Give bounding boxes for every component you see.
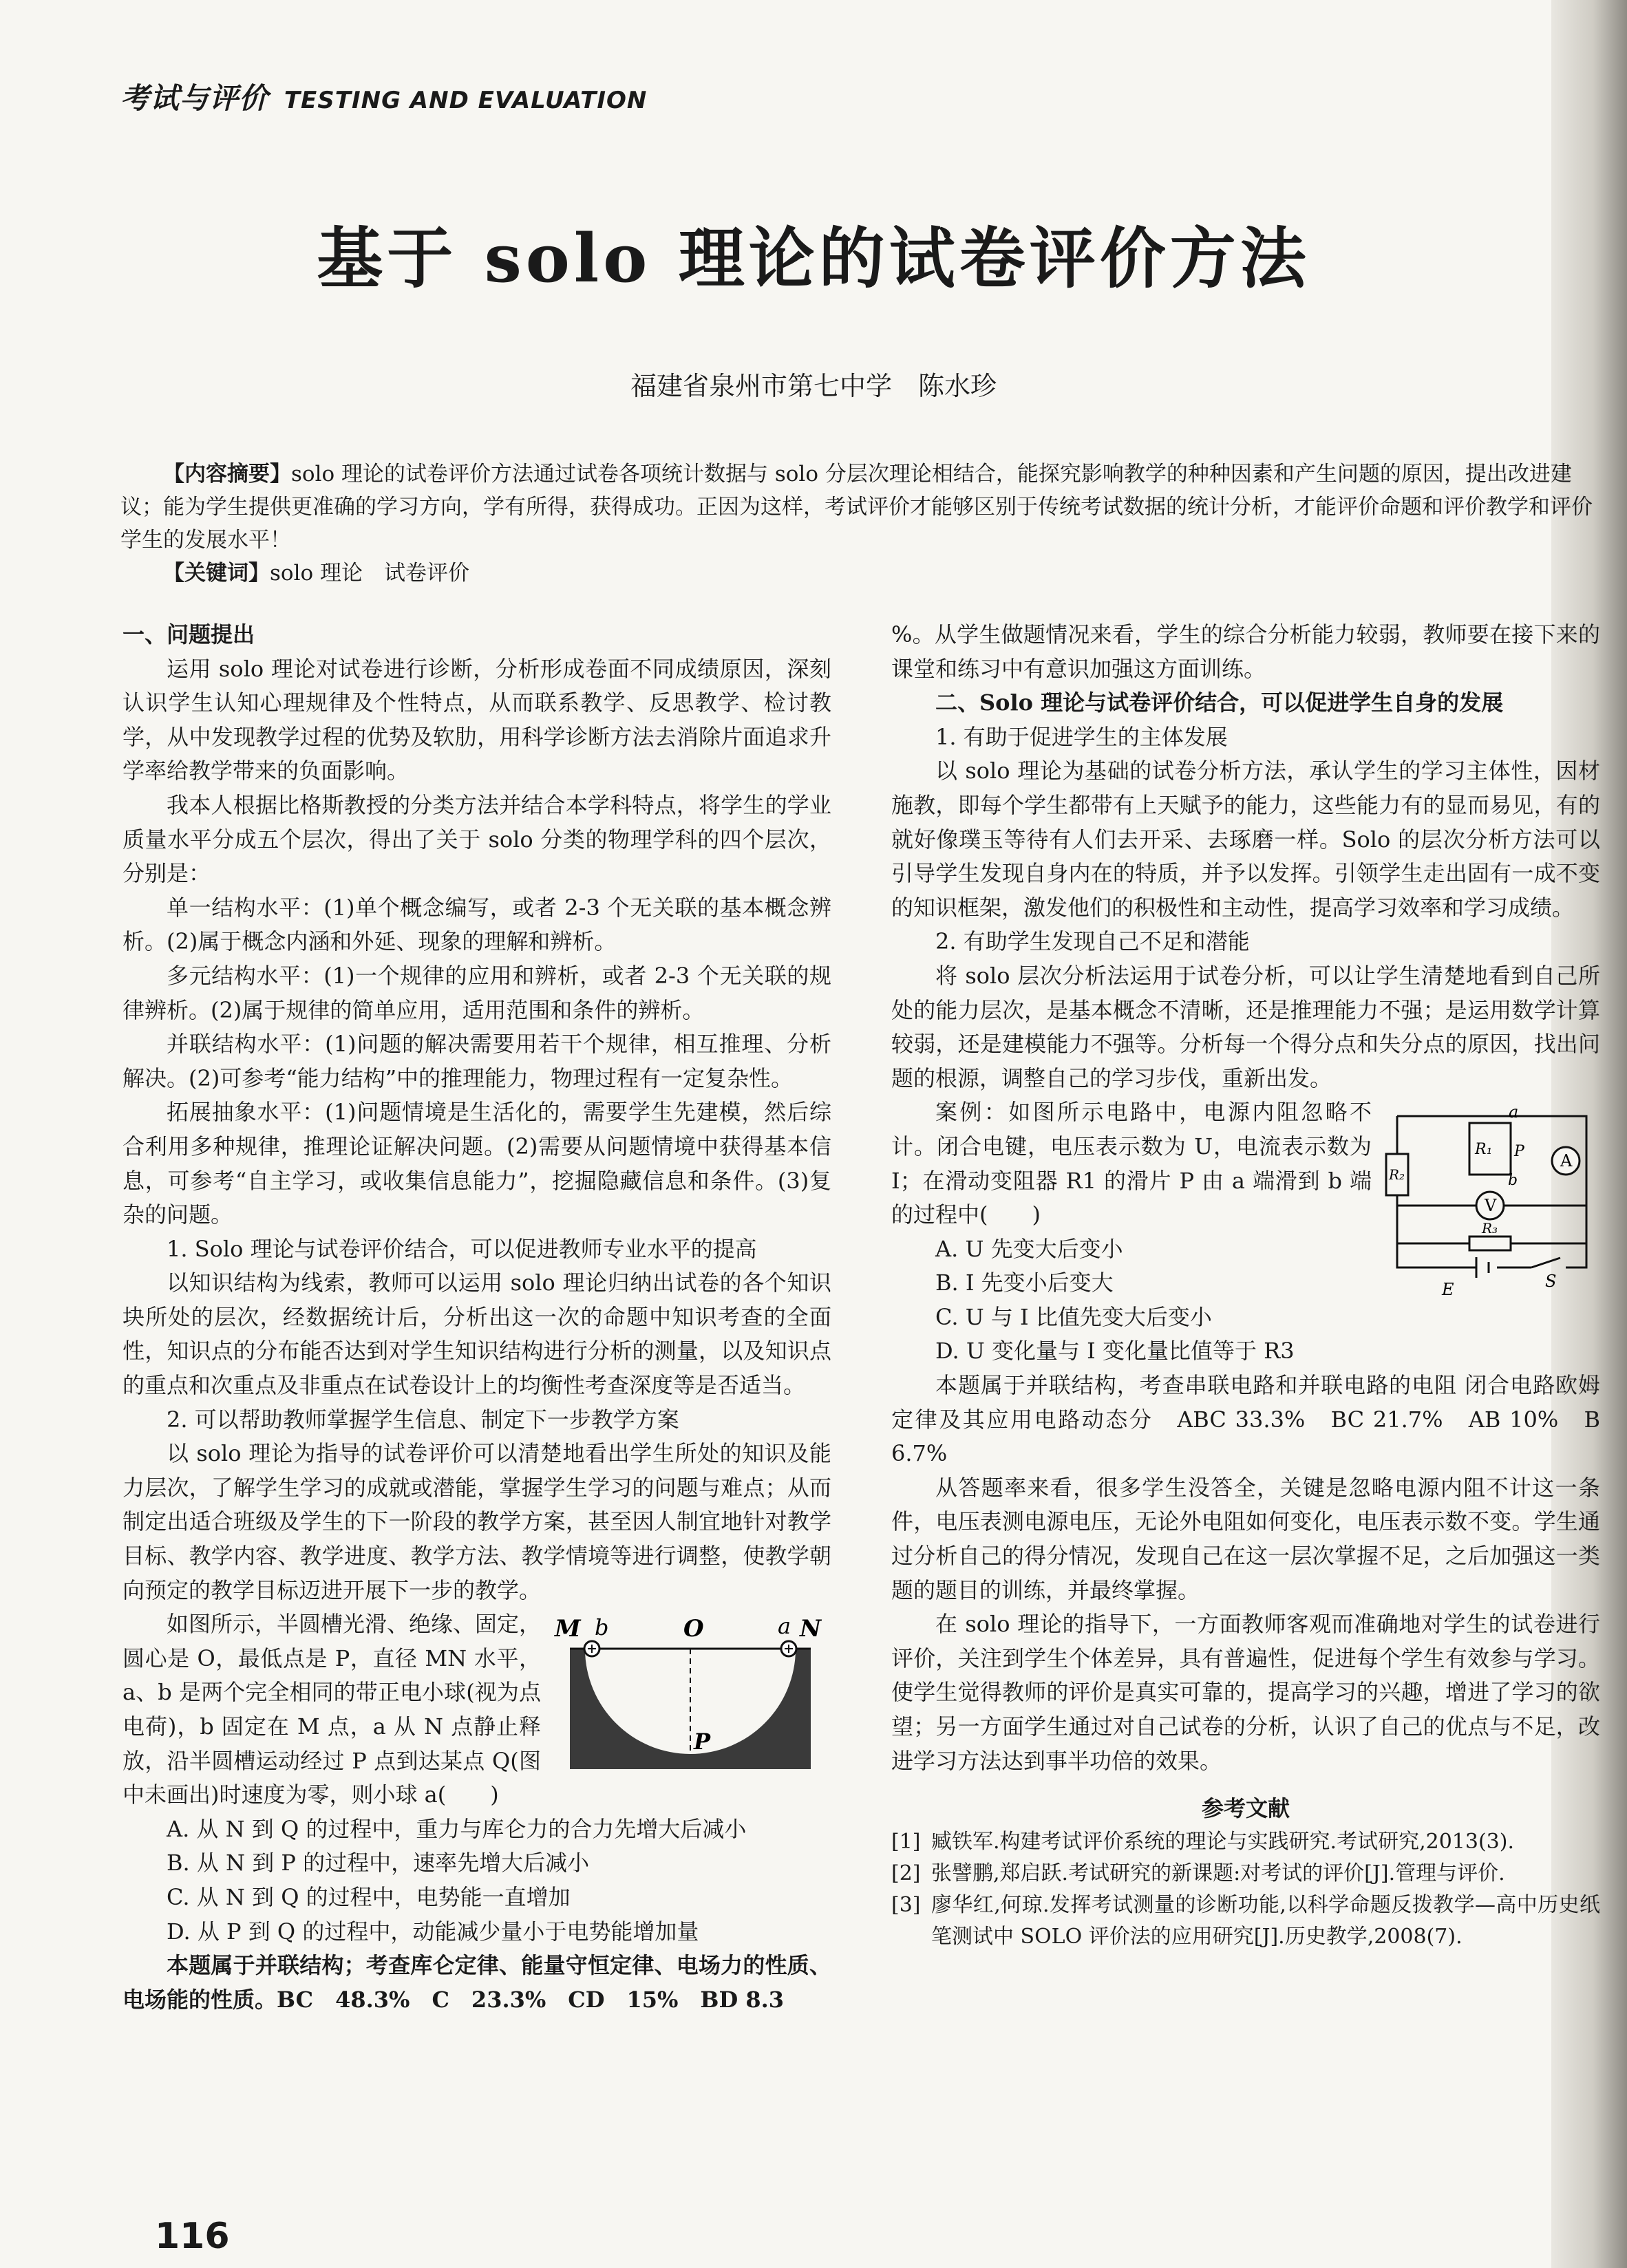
paragraph: 运用 solo 理论对试卷进行诊断，分析形成卷面不同成绩原因，深刻认识学生认知心理规律及个性特点，从而联系教学、反思教学、检讨教学，从中发现教学过程的优势及软肋，用科学诊断方法去消除片面追求升学率给教学带来的负面影响。 [123, 655, 831, 784]
paragraph: 以 solo 理论为指导的试卷评价可以清楚地看出学生所处的知识及能力层次，了解学生学习的成就或潜能，掌握学生学习的问题与难点；从而制定出适合班级及学生的下一阶段的教学方案，甚至因人制宜地针对教学目标、教学内容、教学进度、教学方法、教学情境等进行调整，使教学朝向预定的教学目标迈进开展下一步的教学。 [123, 1440, 831, 1603]
journal-header-cn: 考试与评价 [120, 81, 269, 115]
subheading: 2. 可以帮助教师掌握学生信息、制定下一步教学方案 [167, 1406, 679, 1433]
abstract-label: 【内容摘要】 [163, 462, 291, 486]
label-ammeter: A [1560, 1151, 1573, 1171]
paragraph: 以知识结构为线索，教师可以运用 solo 理论归纳出试卷的各个知识块所处的层次，经数据统计后，分析出这一次的命题中知识考查的全面性，知识点的分布能否达到对学生知识结构进行分析的测量，以及知识点的重点和次重点及非重点在试卷设计上的均衡性考查深度等是否适当。 [123, 1270, 831, 1399]
subheading: 1. 有助于促进学生的主体发展 [935, 723, 1228, 750]
label-r2: R₂ [1389, 1166, 1405, 1184]
question-1 [123, 1607, 831, 1812]
analysis: 本题属于并联结构；考查库仑定律、能量守恒定律、电场力的性质、电场能的性质。BC 48.3% C 23.3% CD 15% BD 8.3 [123, 1952, 831, 2013]
question-2 [891, 1095, 1600, 1334]
option-b: B. 从 N 到 P 的过程中，速率先增大后减小 [167, 1850, 590, 1876]
paragraph: 我本人根据比格斯教授的分类方法并结合本学科特点，将学生的学业质量水平分成五个层次，得出了关于 solo 分类的物理学科的四个层次，分别是： [123, 791, 831, 887]
paragraph: 从答题率来看，很多学生没答全，关键是忽略电源内阻不计这一条件，电压表测电源电压，无论外电阻如何变化，电压表示数不变。学生通过分析自己的得分情况，发现自己在这一层次掌握不足，之后加强这一类题的题目的训练，并最终掌握。 [891, 1474, 1600, 1603]
keywords-label: 【关键词】 [163, 561, 270, 586]
paragraph-continued: %。从学生做题情况来看，学生的综合分析能力较弱，教师要在接下来的课堂和练习中有意识加强这方面训练。 [891, 621, 1600, 682]
journal-header-en: TESTING AND EVALUATION [284, 87, 648, 114]
abstract-text: solo 理论的试卷评价方法通过试卷各项统计数据与 solo 分层次理论相结合，能探究影响教学的种种因素和产生问题的原因，提出改进建议；能为学生提供更准确的学习方向，学有所得，获得成功。正因为这样，考试评价才能够区别于传统考试数据的统计分析，才能评价命题和评价教学和评价学生的发展水平！ [120, 462, 1593, 553]
resistor-r3 [1469, 1237, 1511, 1250]
label-p: P [1514, 1143, 1524, 1161]
option-c: C. U 与 I 比值先变大后变小 [935, 1303, 1212, 1330]
references-title: 参考文献 [1201, 1795, 1290, 1822]
journal-header [120, 76, 647, 117]
paragraph: 拓展抽象水平：(1)问题情境是生活化的，需要学生先建模，然后综合利用多种规律，推理论证解决问题。(2)需要从问题情境中获得基本信息，可参考“自主学习，或收集信息能力”，挖掘隐藏信息和条件。(3)复杂的问题。 [123, 1099, 831, 1228]
label-o: O [683, 1615, 704, 1643]
paragraph: 以 solo 理论为基础的试卷分析方法，承认学生的学习主体性，因材施教，即每个学生都带有上天赋予的能力，这些能力有的显而易见，有的就好像璞玉等待有人们去开采、去琢磨一样。Solo 的层次分析方法可以引导学生发现自身内在的特质，并予以发挥。引领学生走出固有一成不变的知识框架，激发他们的积极性和主动性，提高学习效率和学习成绩。 [891, 758, 1600, 921]
label-e: E [1442, 1280, 1454, 1300]
paragraph: 将 solo 层次分析法运用于试卷分析，可以让学生清楚地看到自己所处的能力层次，是基本概念不清晰，还是推理能力不强；是运用数学计算较弱，还是建模能力不强等。分析每一个得分点和失分点的原因，找出问题的根源，调整自己的学习步伐，重新出发。 [891, 962, 1600, 1091]
abstract-block [120, 458, 1593, 590]
label-v: V [1485, 1196, 1497, 1216]
label-n: N [800, 1615, 822, 1643]
label-b: b [1508, 1172, 1518, 1190]
reference-item: [1] 臧铁军.构建考试评价系统的理论与实践研究.考试研究,2013(3). [891, 1829, 1514, 1854]
references [891, 1792, 1600, 1953]
paragraph: 单一结构水平：(1)单个概念编写，或者 2-3 个无关联的基本概念辨析。(2)属于概念内涵和外延、现象的理解和辨析。 [123, 894, 831, 955]
option-d: D. U 变化量与 I 变化量比值等于 R3 [935, 1338, 1295, 1365]
option-b: B. I 先变小后变大 [935, 1270, 1114, 1296]
section-heading-2: 二、Solo 理论与试卷评价结合，可以促进学生自身的发展 [935, 689, 1504, 716]
subheading: 2. 有助学生发现自己不足和潜能 [935, 928, 1250, 955]
label-p: P [694, 1729, 711, 1755]
reference-item: [2] 张譬鹏,郑启跃.考试研究的新课题:对考试的评价[J].管理与评价. [891, 1861, 1505, 1885]
option-a: A. U 先变大后变小 [935, 1235, 1123, 1262]
label-a: a [1509, 1102, 1519, 1122]
option-a: A. 从 N 到 Q 的过程中，重力与库仑力的合力先增大后减小 [167, 1815, 747, 1842]
option-d: D. 从 P 到 Q 的过程中，动能减少量小于电势能增加量 [167, 1918, 699, 1945]
section-heading-1: 一、问题提出 [123, 621, 255, 648]
subheading: 1. Solo 理论与试卷评价结合，可以促进教师专业水平的提高 [167, 1235, 757, 1262]
left-column [123, 618, 831, 2017]
right-column [891, 618, 1600, 1953]
label-b: b [595, 1614, 609, 1641]
analysis: 本题属于并联结构，考查串联电路和并联电路的电阻 闭合电路欧姆定律及其应用电路动态分 ABC 33.3% BC 21.7% AB 10% B 6.7% [891, 1372, 1600, 1467]
semicircle-groove-figure [549, 1607, 831, 1779]
label-s: S [1545, 1272, 1557, 1292]
label-m: M [555, 1615, 581, 1643]
page-number: 116 [155, 2216, 230, 2257]
keywords [120, 557, 1593, 590]
paragraph: 在 solo 理论的指导下，一方面教师客观而准确地对学生的试卷进行评价，关注到学生个体差异，具有普遍性，促进每个学生有效参与学习。使学生觉得教师的评价是真实可靠的，提高学习的兴趣，增进了学习的欲望；另一方面学生通过对自己试卷的分析，认识了自己的优点与不足，改进学习方法达到事半功倍的效果。 [891, 1611, 1600, 1774]
article-author: 福建省泉州市第七中学 陈水珍 [630, 371, 997, 401]
paragraph: 并联结构水平：(1)问题的解决需要用若干个规律，相互推理、分析解决。(2)可参考“能力结构”中的推理能力，物理过程有一定复杂性。 [123, 1031, 831, 1091]
circuit-figure [1380, 1095, 1600, 1302]
abstract [120, 458, 1593, 557]
article-title: 基于 solo 理论的试卷评价方法 [317, 220, 1310, 297]
reference-item: [3] 廖华红,何琼.发挥考试测量的诊断功能,以科学命题反拨教学—高中历史纸笔测试中 SOLO 评价法的应用研究[J].历史教学,2008(7). [891, 1892, 1600, 1949]
option-c: C. 从 N 到 Q 的过程中，电势能一直增加 [167, 1883, 571, 1910]
label-r1: R₁ [1475, 1141, 1493, 1159]
keywords-text: solo 理论 试卷评价 [270, 561, 470, 586]
question-stem: 案例：如图所示电路中，电源内阻忽略不计。闭合电键，电压表示数为 U，电流表示数为 I；在滑动变阻器 R1 的滑片 P 由 a 端滑到 b 端的过程中( ) [891, 1099, 1372, 1228]
label-r3: R₃ [1482, 1220, 1498, 1237]
switch-s [1531, 1258, 1560, 1267]
label-a: a [778, 1613, 791, 1640]
paragraph: 多元结构水平：(1)一个规律的应用和辨析，或者 2-3 个无关联的规律辨析。(2)属于规律的简单应用，适用范围和条件的辨析。 [123, 962, 831, 1023]
question-stem: 如图所示，半圆槽光滑、绝缘、固定，圆心是 O，最低点是 P，直径 MN 水平，a、b 是两个完全相同的带正电小球(视为点电荷)，b 固定在 M 点，a 从 N 点静止释放，沿半圆槽运动经过 P 点到达某点 Q(图中未画出)时速度为零，则小球 a( ) [123, 1611, 542, 1808]
